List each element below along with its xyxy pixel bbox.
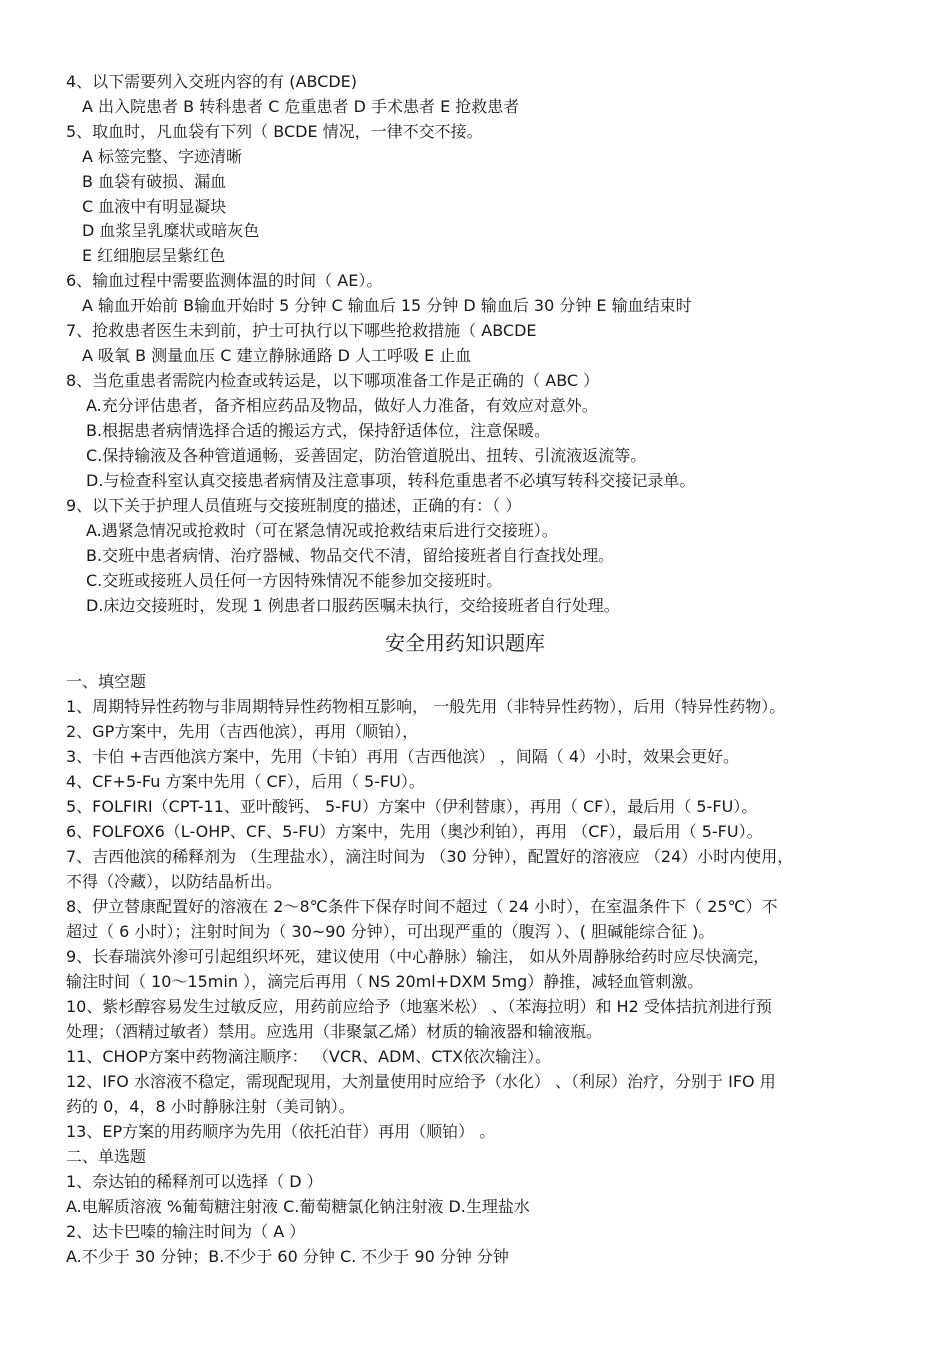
question-7-options: A 吸氧 B 测量血压 C 建立静脉通路 D 人工呼吸 E 止血 — [82, 346, 472, 365]
fill-line-8-cont: 超过（ 6 小时）；注射时间为（ 30~90 分钟），可出现严重的（腹泻 ）、( 胆碱能综合征 )。 — [66, 922, 715, 941]
fill-line-1: 1、周期特异性药物与非周期特异性药物相互影响， 一般先用（非特异性药物），后用（特异性药物）。 — [66, 697, 786, 716]
single-question-2-options: A.不少于 30 分钟；B.不少于 60 分钟 C. 不少于 90 分钟 分钟 — [66, 1247, 509, 1266]
single-question-1-options: A.电解质溶液 %葡萄糖注射液 C.葡萄糖氯化钠注射液 D.生理盐水 — [66, 1197, 530, 1216]
fill-heading: 一、填空题 — [66, 672, 147, 691]
fill-line-9-cont: 输注时间（ 10～15min ），滴完后再用（ NS 20ml+DXM 5mg）静推，减轻血管刺激。 — [66, 972, 704, 991]
fill-line-3: 3、卡伯 +吉西他滨方案中，先用（卡铂）再用（吉西他滨） ，间隔（ 4）小时，效果会更好。 — [66, 747, 740, 766]
question-6: 6、输血过程中需要监测体温的时间（ AE）。 — [66, 271, 383, 290]
fill-line-7-cont: 不得（冷藏），以防结晶析出。 — [66, 872, 283, 891]
fill-line-12-cont: 药的 0，4，8 小时静脉注射（美司钠）。 — [66, 1097, 355, 1116]
single-question-1: 1、奈达铂的稀释剂可以选择（ D ） — [66, 1172, 323, 1191]
question-9: 9、以下关于护理人员值班与交接班制度的描述，正确的有：（ ） — [66, 496, 522, 515]
question-5-option-d: D 血浆呈乳糜状或暗灰色 — [82, 221, 260, 240]
question-4-options: A 出入院患者 B 转科患者 C 危重患者 D 手术患者 E 抢救患者 — [82, 97, 520, 116]
fill-line-13: 13、EP方案的用药顺序为先用（依托泊苷）再用（顺铂） 。 — [66, 1122, 496, 1141]
question-6-options: A 输血开始前 B输血开始时 5 分钟 C 输血后 15 分钟 D 输血后 30 分钟 E 输血结束时 — [82, 296, 692, 315]
question-5-option-e: E 红细胞层呈紫红色 — [82, 246, 226, 265]
fill-line-5: 5、FOLFIRI（CPT-11、亚叶酸钙、 5-FU）方案中（伊利替康），再用（ CF），最后用（ 5-FU）。 — [66, 797, 758, 816]
single-heading: 二、单选题 — [66, 1147, 147, 1166]
question-7: 7、抢救患者医生未到前，护士可执行以下哪些抢救措施（ ABCDE — [66, 321, 537, 340]
fill-line-12: 12、IFO 水溶液不稳定，需现配现用，大剂量使用时应给予（水化） 、（利尿）治疗，分别于 IFO 用 — [66, 1072, 776, 1091]
fill-line-10-cont: 处理；（酒精过敏者）禁用。应选用（非聚氯乙烯）材质的输液器和输液瓶。 — [66, 1022, 603, 1041]
page-title: 安全用药知识题库 — [385, 631, 545, 655]
fill-line-9: 9、长春瑞滨外渗可引起组织坏死，建议使用（中心静脉）输注， 如从外周静脉给药时应尽快滴完， — [66, 947, 770, 966]
fill-line-6: 6、FOLFOX6（L-OHP、CF、5-FU）方案中，先用（奥沙利铂），再用 （CF），最后用（ 5-FU）。 — [66, 822, 763, 841]
question-4: 4、以下需要列入交班内容的有 (ABCDE) — [66, 72, 357, 91]
question-8: 8、当危重患者需院内检查或转运是，以下哪项准备工作是正确的（ ABC ） — [66, 371, 600, 390]
question-8-option-a: A.充分评估患者，备齐相应药品及物品，做好人力准备，有效应对意外。 — [86, 396, 598, 415]
question-9-option-a: A.遇紧急情况或抢救时（可在紧急情况或抢救结束后进行交接班）。 — [86, 521, 558, 540]
fill-line-10: 10、紫杉醇容易发生过敏反应，用药前应给予（地塞米松） 、（苯海拉明）和 H2 受体拮抗剂进行预 — [66, 997, 772, 1016]
question-9-option-c: C.交班或接班人员任何一方因特殊情况不能参加交接班时。 — [86, 571, 503, 590]
question-5-option-b: B 血袋有破损、漏血 — [82, 172, 227, 191]
fill-line-4: 4、CF+5-Fu 方案中先用（ CF），后用（ 5-FU）。 — [66, 772, 425, 791]
question-8-option-b: B.根据患者病情选择合适的搬运方式，保持舒适体位，注意保暖。 — [86, 421, 551, 440]
fill-line-2: 2、GP方案中，先用（吉西他滨），再用（顺铂）， — [66, 722, 419, 741]
question-9-option-d: D.床边交接班时，发现 1 例患者口服药医嘱未执行，交给接班者自行处理。 — [86, 596, 620, 615]
fill-line-11: 11、CHOP方案中药物滴注顺序： （VCR、ADM、CTX依次输注）。 — [66, 1047, 552, 1066]
single-question-2: 2、达卡巴嗪的输注时间为（ A ） — [66, 1222, 306, 1241]
question-9-option-b: B.交班中患者病情、治疗器械、物品交代不清，留给接班者自行查找处理。 — [86, 546, 615, 565]
fill-line-8: 8、伊立替康配置好的溶液在 2～8℃条件下保存时间不超过（ 24 小时），在室温条件下（ 25℃）不 — [66, 897, 778, 916]
question-5-option-a: A 标签完整、字迹清晰 — [82, 147, 243, 166]
question-8-option-d: D.与检查科室认真交接患者病情及注意事项，转科危重患者不必填写转科交接记录单。 — [86, 471, 696, 490]
fill-line-7: 7、吉西他滨的稀释剂为 （生理盐水），滴注时间为 （30 分钟），配置好的溶液应 （24）小时内使用， — [66, 847, 794, 866]
question-5: 5、取血时，凡血袋有下列（ BCDE 情况，一律不交不接。 — [66, 122, 483, 141]
question-8-option-c: C.保持输液及各种管道通畅，妥善固定，防治管道脱出、扭转、引流液返流等。 — [86, 446, 647, 465]
question-5-option-c: C 血液中有明显凝块 — [82, 197, 227, 216]
